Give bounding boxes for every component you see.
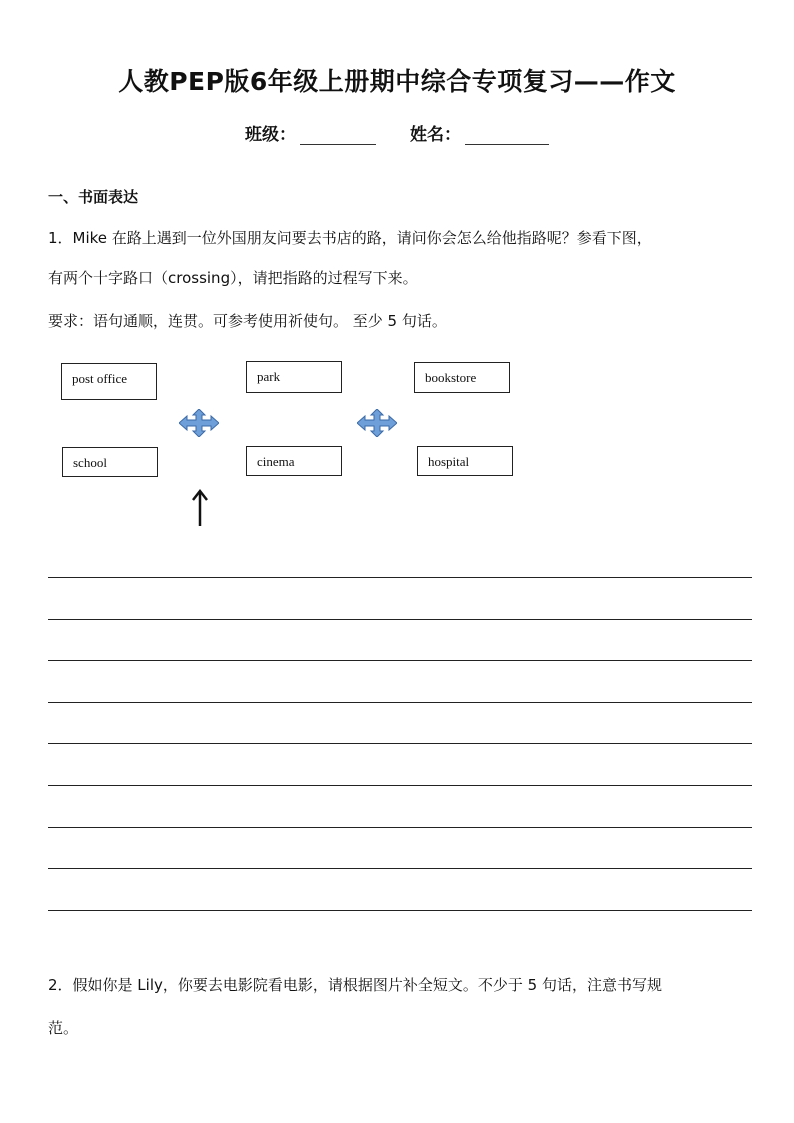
box-school: school <box>62 447 158 477</box>
q1-requirement: 要求：语句通顺，连贯。可参考使用祈使句。 至少 5 句话。 <box>48 312 447 330</box>
section-heading: 一、书面表达 <box>48 188 139 206</box>
writing-line[interactable] <box>48 619 752 620</box>
box-post-office: post office <box>61 363 157 400</box>
writing-line[interactable] <box>48 743 752 744</box>
up-arrow-icon <box>191 488 209 528</box>
writing-line[interactable] <box>48 868 752 869</box>
q1-line2: 有两个十字路口（crossing），请把指路的过程写下来。 <box>48 269 418 287</box>
page-title: 人教PEP版6年级上册期中综合专项复习——作文 <box>118 67 676 96</box>
q1-line1: 1．Mike 在路上遇到一位外国朋友问要去书店的路，请问你会怎么给他指路呢？参看下图， <box>48 229 652 247</box>
class-label: 班级： <box>245 125 296 145</box>
name-blank[interactable] <box>465 126 549 145</box>
name-label: 姓名： <box>410 125 461 145</box>
box-hospital: hospital <box>417 446 513 476</box>
writing-line[interactable] <box>48 577 752 578</box>
q2-line2: 范。 <box>48 1019 79 1037</box>
writing-line[interactable] <box>48 785 752 786</box>
writing-line[interactable] <box>48 660 752 661</box>
four-way-arrow-icon <box>357 409 397 437</box>
box-park: park <box>246 361 342 393</box>
writing-line[interactable] <box>48 702 752 703</box>
class-blank[interactable] <box>300 126 376 145</box>
student-info <box>0 120 794 145</box>
four-way-arrow-icon <box>179 409 219 437</box>
box-bookstore: bookstore <box>414 362 510 393</box>
box-cinema: cinema <box>246 446 342 476</box>
writing-line[interactable] <box>48 910 752 911</box>
writing-line[interactable] <box>48 827 752 828</box>
q2-line1: 2．假如你是 Lily，你要去电影院看电影，请根据图片补全短文。不少于 5 句话，注意书写规 <box>48 976 662 994</box>
